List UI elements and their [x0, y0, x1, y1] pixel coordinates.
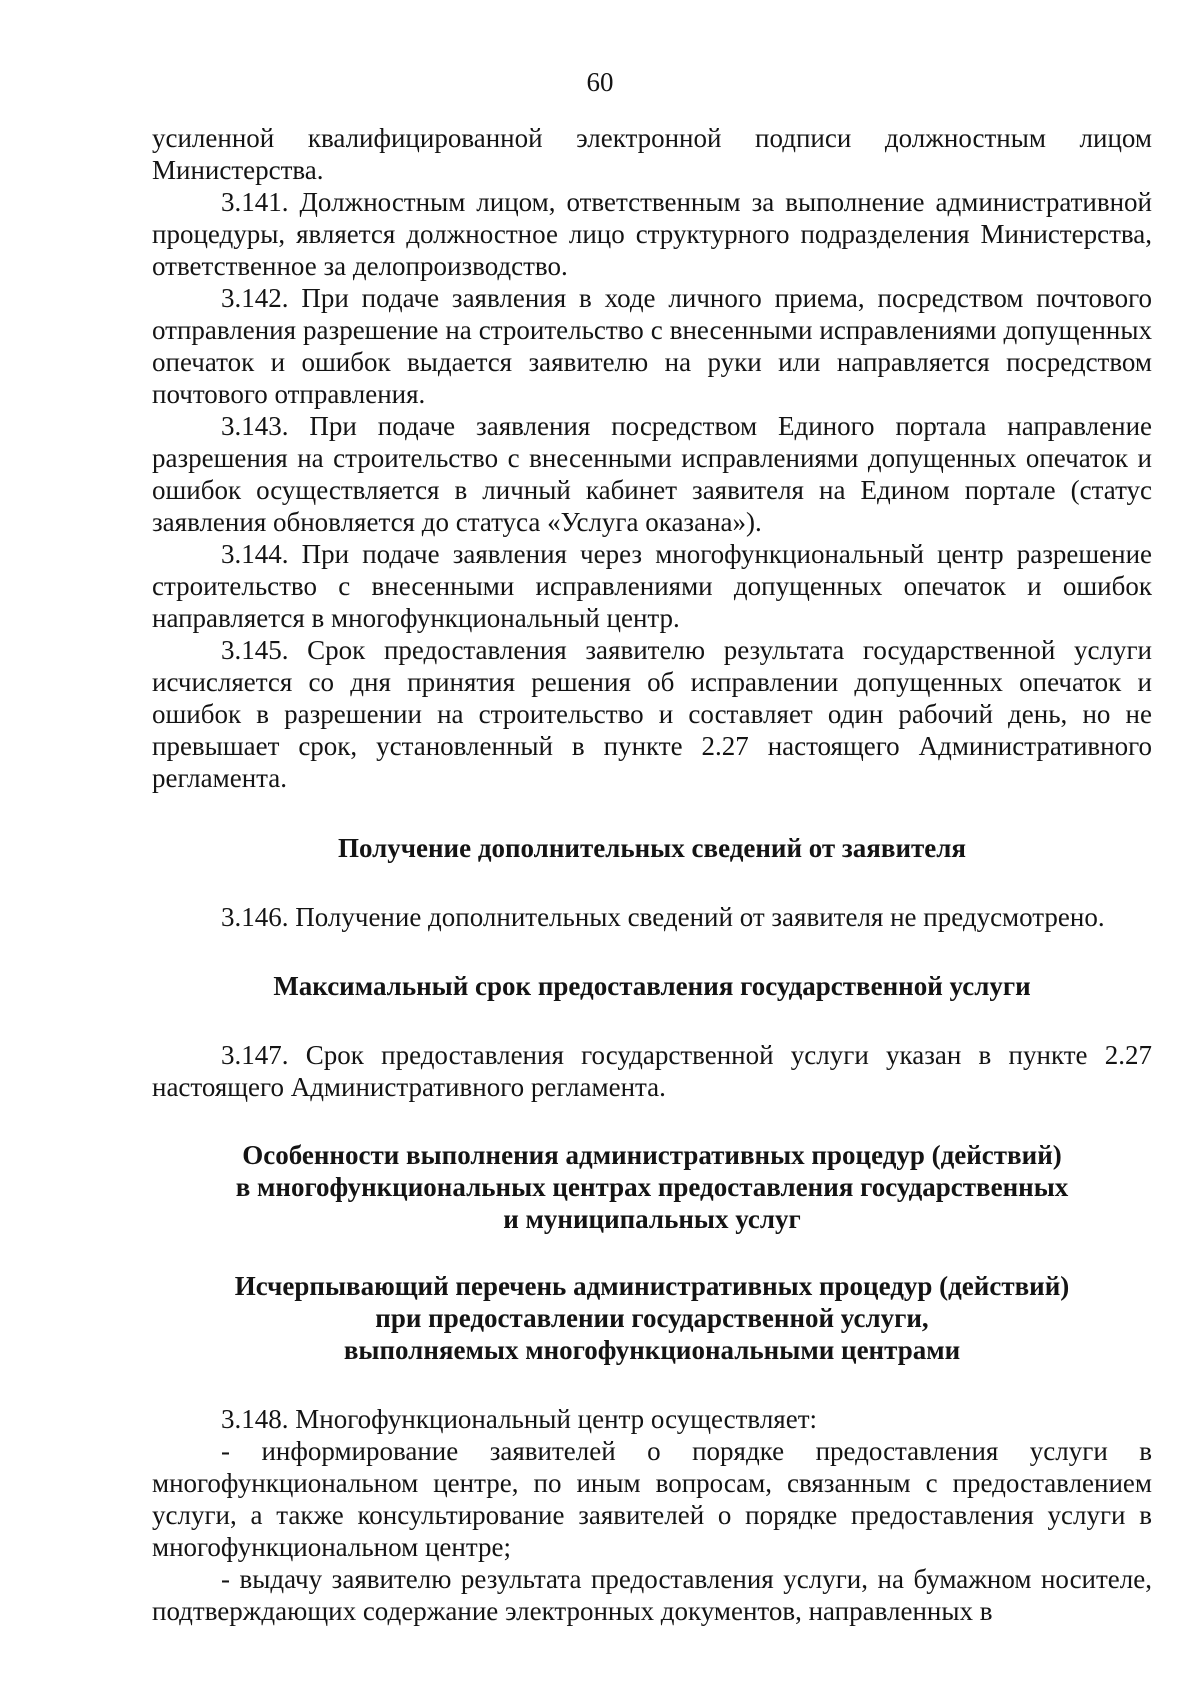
paragraph-3-144: 3.144. При подаче заявления через многофункциональный центр разрешение строительство с внесенными исправлениями допущенных опечаток и ошибок направляется в многофункциональный центр. — [152, 539, 1152, 633]
heading-additional-info: Получение дополнительных сведений от заявителя — [337, 833, 967, 863]
heading-mfc-procedures: Исчерпывающий перечень административных процедур (действий) при предоставлении государственной услуги, выполняемых многофункциональными центрами — [234, 1271, 1070, 1365]
paragraph-3-142: 3.142. При подаче заявления в ходе личного приема, посредством почтового отправления разрешение на строительство с внесенными исправлениями допущенных опечаток и ошибок выдается заявителю на руки или направляется посредством почтового отправления. — [152, 283, 1152, 409]
paragraph-3-147: 3.147. Срок предоставления государственной услуги указан в пункте 2.27 настоящего Административного регламента. — [152, 1040, 1152, 1102]
list-item-issuing: - выдачу заявителю результата предоставления услуги, на бумажном носителе, подтверждающих содержание электронных документов, направленных в — [152, 1564, 1152, 1626]
paragraph-3-141: 3.141. Должностным лицом, ответственным за выполнение административной процедуры, является должностное лицо структурного подразделения Министерства, ответственное за делопроизводство. — [152, 187, 1152, 281]
heading-max-term: Максимальный срок предоставления государственной услуги — [273, 971, 1031, 1001]
document-body — [152, 122, 1152, 1627]
paragraph-3-145: 3.145. Срок предоставления заявителю результата государственной услуги исчисляется со дня принятия решения об исправлении допущенных опечаток и ошибок в разрешении на строительство и составляет один рабочий день, но не превышает срок, установленный в пункте 2.27 настоящего Административного регламента. — [152, 635, 1152, 793]
paragraph-0: усиленной квалифицированной электронной подписи должностным лицом Министерства. — [152, 123, 1152, 185]
list-item-informing: - информирование заявителей о порядке предоставления услуги в многофункциональном центре, по иным вопросам, связанным с предоставлением услуги, а также консультирование заявителей о порядке предоставления услуги в многофункциональном центре; — [152, 1436, 1152, 1562]
paragraph-3-146: 3.146. Получение дополнительных сведений от заявителя не предусмотрено. — [221, 902, 1105, 932]
paragraph-3-148: 3.148. Многофункциональный центр осуществляет: — [221, 1404, 818, 1434]
paragraph-3-143: 3.143. При подаче заявления посредством Единого портала направление разрешения на строительство с внесенными исправлениями допущенных опечаток и ошибок осуществляется в личный кабинет заявителя на Едином портале (статус заявления обновляется до статуса «Услуга оказана»). — [152, 411, 1152, 537]
page-number: 60 — [586, 67, 614, 97]
heading-mfc-features: Особенности выполнения административных процедур (действий) в многофункциональных центрах предоставления государственных и муниципальных услуг — [235, 1140, 1069, 1234]
